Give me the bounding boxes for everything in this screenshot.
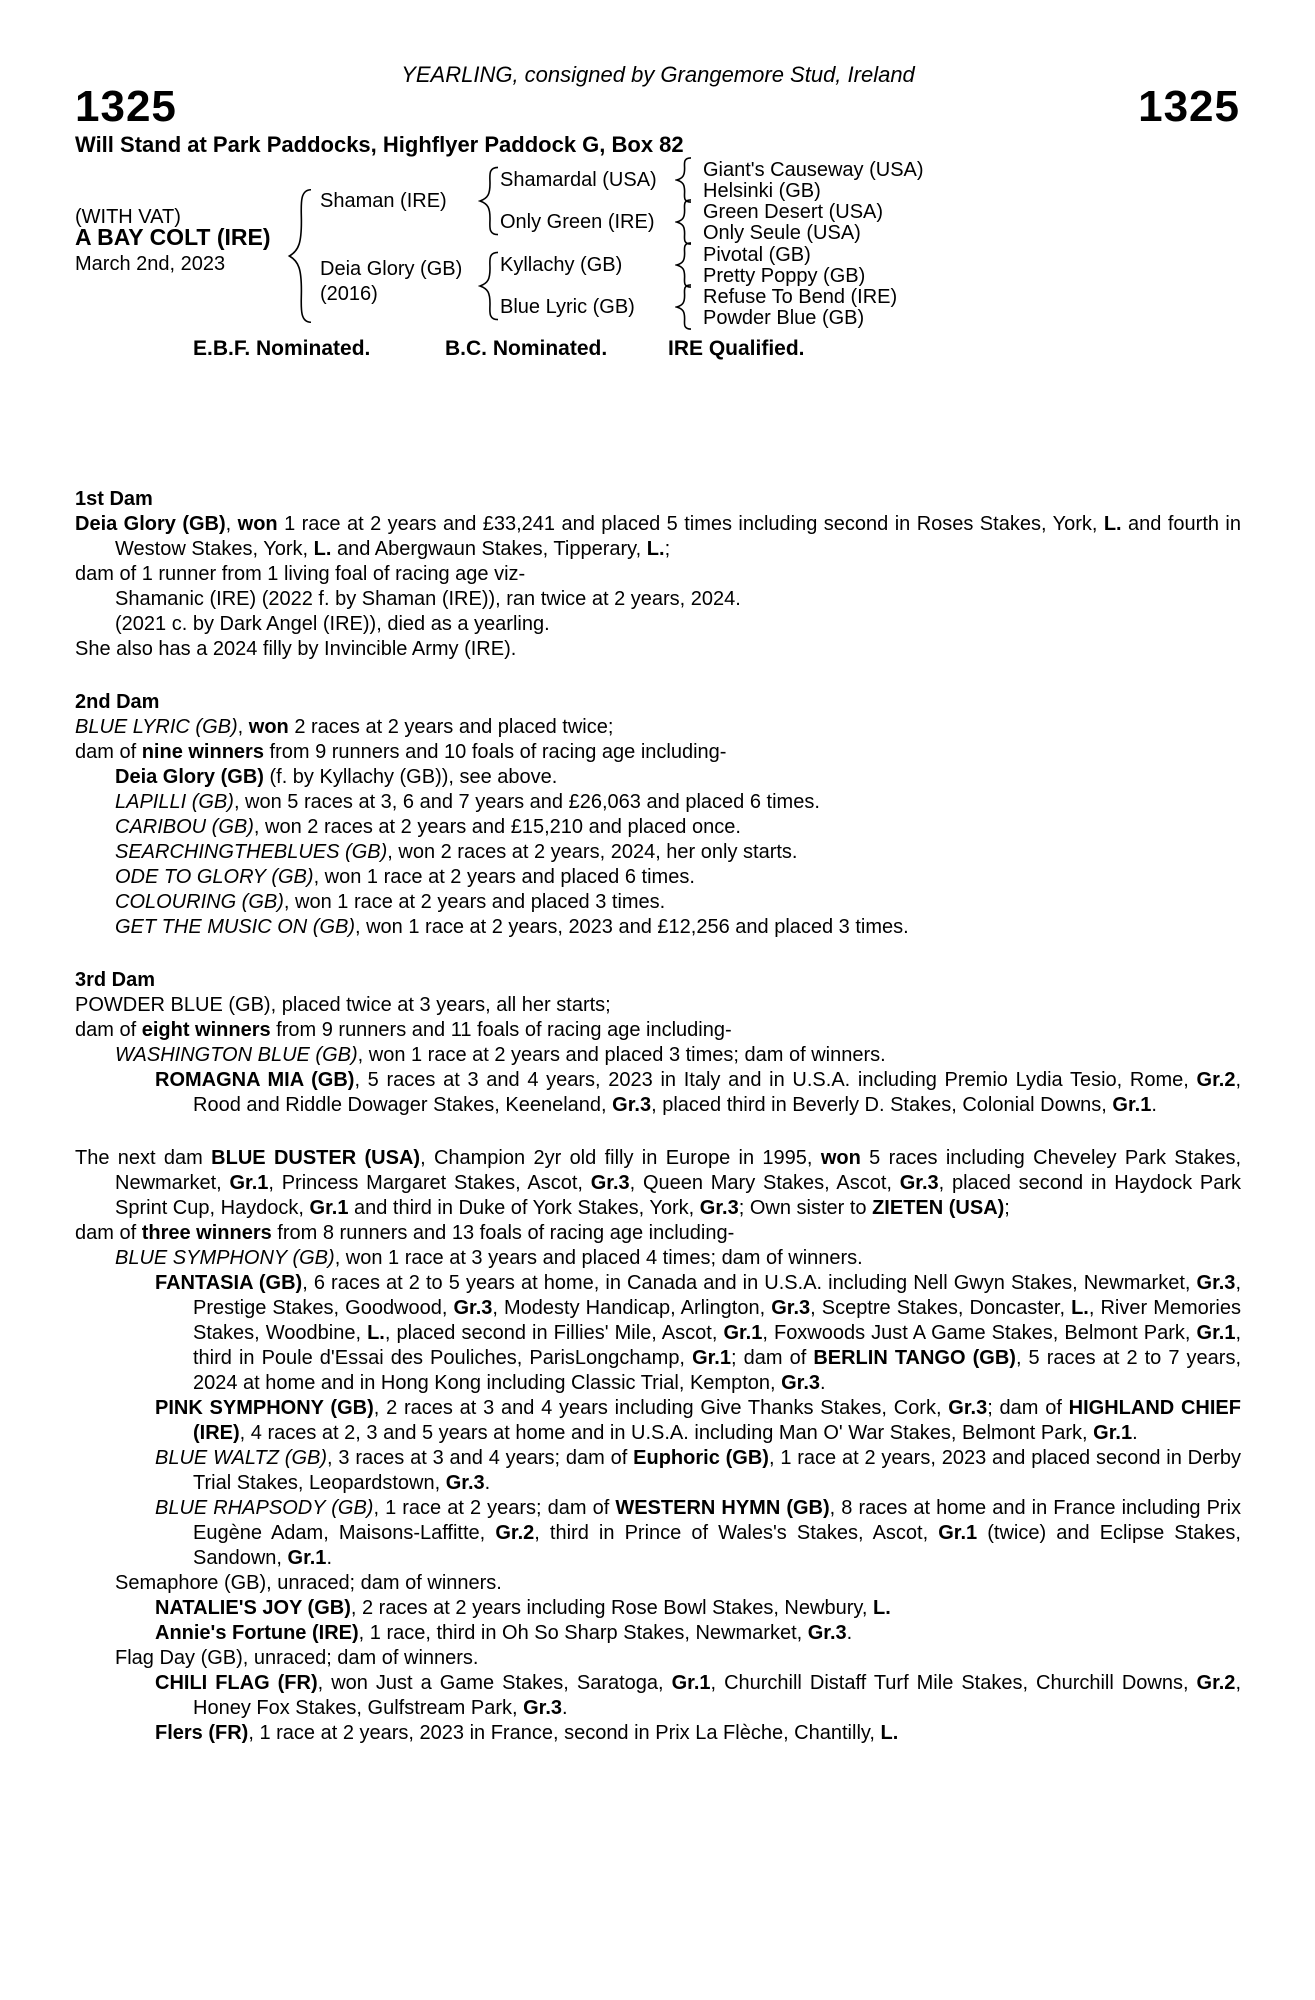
- plain-text: , third in Poule d'Essai des Pouliches, ParisLongchamp,: [193, 1322, 1242, 1369]
- italic-text: GET THE MUSIC ON (GB): [115, 916, 355, 938]
- catalogue-paragraph: [75, 1446, 1241, 1496]
- plain-text: , Modesty Handicap, Arlington,: [492, 1297, 772, 1319]
- gen4-name: Green Desert (USA): [703, 201, 884, 223]
- sire-name: Shaman (IRE): [320, 190, 447, 212]
- plain-text: , Princess Margaret Stakes, Ascot,: [268, 1172, 591, 1194]
- catalogue-paragraph: [75, 815, 1241, 840]
- plain-text: , won 1 race at 2 years and placed 3 times; dam of winners.: [357, 1044, 886, 1066]
- pedigree-brace: [675, 157, 691, 203]
- catalogue-body: [75, 487, 1241, 1774]
- catalogue-paragraph: [75, 1621, 1241, 1646]
- bold-text: Gr.3: [590, 1172, 630, 1194]
- plain-text: , Champion 2yr old filly in Europe in 1995,: [420, 1147, 821, 1169]
- plain-text: Semaphore (GB), unraced; dam of winners.: [115, 1572, 502, 1594]
- bold-text: Deia Glory (GB): [75, 513, 226, 535]
- catalogue-paragraph: [75, 512, 1241, 562]
- plain-text: , 1 race at 2 years, 2023 and placed second in Derby Trial Stakes, Leopardstown,: [193, 1447, 1241, 1494]
- plain-text: , won 1 race at 2 years and placed 6 times.: [313, 866, 695, 888]
- plain-text: , won 2 races at 2 years, 2024, her only starts.: [387, 841, 798, 863]
- bold-text: BERLIN TANGO (GB): [813, 1347, 1016, 1369]
- bold-text: Gr.3: [445, 1472, 485, 1494]
- italic-text: CARIBOU (GB): [115, 816, 254, 838]
- plain-text: .: [846, 1622, 853, 1644]
- bold-text: Gr.1: [692, 1347, 731, 1369]
- plain-text: Shamanic (IRE) (2022 f. by Shaman (IRE)), ran twice at 2 years, 2024.: [115, 588, 741, 610]
- plain-text: .: [326, 1547, 332, 1569]
- dam-section-heading: 2nd Dam: [75, 691, 160, 713]
- plain-text: 5 races including Cheveley Park Stakes, Newmarket,: [115, 1147, 1242, 1194]
- bold-text: Gr.2: [1196, 1069, 1236, 1091]
- plain-text: , River Memories Stakes, Woodbine,: [193, 1297, 1241, 1344]
- plain-text: (twice) and Eclipse Stakes, Sandown,: [193, 1522, 1241, 1569]
- pedigree-brace: [675, 242, 691, 288]
- plain-text: ; dam of: [987, 1397, 1069, 1419]
- bold-text: Euphoric (GB): [633, 1447, 769, 1469]
- dam-section-heading: 1st Dam: [75, 488, 153, 510]
- pedigree-brace: [478, 166, 498, 236]
- bold-text: Gr.2: [1196, 1672, 1236, 1694]
- subject-name: A BAY COLT (IRE): [75, 224, 271, 250]
- bold-text: L.: [367, 1322, 385, 1344]
- bold-text: Deia Glory (GB): [115, 766, 264, 788]
- gen4-name: Refuse To Bend (IRE): [703, 286, 898, 308]
- sire-dam-name: Only Green (IRE): [500, 211, 655, 233]
- plain-text: , placed third in Beverly D. Stakes, Colonial Downs,: [651, 1094, 1113, 1116]
- bold-text: Gr.1: [723, 1322, 763, 1344]
- gen4-name: Only Seule (USA): [703, 222, 861, 244]
- bold-text: three winners: [141, 1222, 272, 1244]
- catalogue-paragraph: [75, 1146, 1241, 1221]
- plain-text: , placed second in Fillies' Mile, Ascot,: [384, 1322, 724, 1344]
- plain-text: , Churchill Distaff Turf Mile Stakes, Churchill Downs,: [710, 1672, 1197, 1694]
- bold-text: Gr.1: [229, 1172, 269, 1194]
- dam-section-heading: 3rd Dam: [75, 969, 156, 991]
- bold-text: Gr.1: [309, 1197, 349, 1219]
- gen4-name: Pivotal (GB): [703, 244, 811, 266]
- plain-text: ,: [237, 716, 249, 738]
- sire-sire-name: Shamardal (USA): [500, 169, 657, 191]
- bold-text: nine winners: [141, 741, 264, 763]
- plain-text: , won 2 races at 2 years and £15,210 and placed once.: [253, 816, 741, 838]
- catalogue-paragraph: [75, 890, 1241, 915]
- italic-text: SEARCHINGTHEBLUES (GB): [115, 841, 388, 863]
- lot-number-left: 1325: [75, 82, 177, 131]
- dam-section: [75, 1146, 1241, 1746]
- italic-text: COLOURING (GB): [115, 891, 284, 913]
- catalogue-paragraph: [75, 1396, 1241, 1446]
- bold-text: Gr.3: [899, 1172, 939, 1194]
- catalogue-paragraph: [75, 740, 1241, 765]
- plain-text: ,: [225, 513, 238, 535]
- bold-text: L.: [313, 538, 332, 560]
- plain-text: dam of 1 runner from 1 living foal of racing age viz-: [75, 563, 526, 585]
- bold-text: Gr.3: [948, 1397, 988, 1419]
- bold-text: NATALIE'S JOY (GB): [155, 1597, 351, 1619]
- plain-text: , 4 races at 2, 3 and 5 years at home and in U.S.A. including Man O' War Stakes, Belmont Park,: [239, 1422, 1094, 1444]
- catalogue-paragraph: [75, 1271, 1241, 1396]
- plain-text: , Rood and Riddle Dowager Stakes, Keeneland,: [193, 1069, 1242, 1116]
- bc-nominated-label: B.C. Nominated.: [445, 337, 608, 360]
- bold-text: WESTERN HYMN (GB): [615, 1497, 830, 1519]
- catalogue-paragraph: [75, 1721, 1241, 1746]
- bold-text: Gr.3: [612, 1094, 652, 1116]
- plain-text: , 1 race, third in Oh So Sharp Stakes, Newmarket,: [358, 1622, 808, 1644]
- pedigree-brace: [675, 284, 691, 330]
- plain-text: Flag Day (GB), unraced; dam of winners.: [115, 1647, 479, 1669]
- plain-text: She also has a 2024 filly by Invincible Army (IRE).: [75, 638, 517, 660]
- catalogue-paragraph: [75, 915, 1241, 940]
- dam-section: [75, 690, 1241, 940]
- plain-text: (2021 c. by Dark Angel (IRE)), died as a yearling.: [115, 613, 550, 635]
- gen4-name: Helsinki (GB): [703, 180, 821, 202]
- italic-text: WASHINGTON BLUE (GB): [115, 1044, 358, 1066]
- bold-text: Gr.1: [287, 1547, 327, 1569]
- vat-note: (WITH VAT): [75, 206, 181, 228]
- plain-text: , won 1 race at 2 years and placed 3 times.: [283, 891, 666, 913]
- stand-location-line: Will Stand at Park Paddocks, Highflyer Paddock G, Box 82: [75, 132, 684, 157]
- dam-dam-name: Blue Lyric (GB): [500, 296, 635, 318]
- bold-text: Gr.1: [1112, 1094, 1152, 1116]
- bold-text: HIGHLAND CHIEF (IRE): [193, 1397, 1241, 1444]
- ebf-nominated-label: E.B.F. Nominated.: [193, 337, 371, 360]
- plain-text: , 8 races at home and in France including Prix Eugène Adam, Maisons-Laffitte,: [193, 1497, 1242, 1544]
- pedigree-brace: [675, 199, 691, 245]
- bold-text: Gr.1: [938, 1522, 978, 1544]
- bold-text: FANTASIA (GB): [155, 1272, 303, 1294]
- italic-text: BLUE WALTZ (GB): [155, 1447, 328, 1469]
- italic-text: BLUE LYRIC (GB): [75, 716, 238, 738]
- nominations-line: [75, 337, 1241, 363]
- bold-text: L.: [1103, 513, 1122, 535]
- plain-text: and third in Duke of York Stakes, York,: [348, 1197, 700, 1219]
- bold-text: Gr.3: [699, 1197, 739, 1219]
- dam-section: [75, 968, 1241, 1118]
- plain-text: ; dam of: [730, 1347, 814, 1369]
- italic-text: ODE TO GLORY (GB): [115, 866, 314, 888]
- bold-text: ROMAGNA MIA (GB): [155, 1069, 355, 1091]
- italic-text: BLUE RHAPSODY (GB): [155, 1497, 374, 1519]
- catalogue-paragraph: [75, 1646, 1241, 1671]
- pedigree-tree: [75, 155, 1241, 345]
- plain-text: ;: [1004, 1197, 1010, 1219]
- catalogue-paragraph: [75, 612, 1241, 637]
- pedigree-brace: [478, 251, 498, 321]
- plain-text: 1 race at 2 years and £33,241 and placed 5 times including second in Roses Stakes, York,: [277, 513, 1104, 535]
- plain-text: dam of: [75, 1019, 142, 1041]
- plain-text: , 1 race at 2 years, 2023 in France, second in Prix La Flèche, Chantilly,: [248, 1722, 881, 1744]
- plain-text: , 1 race at 2 years; dam of: [373, 1497, 616, 1519]
- bold-text: Gr.1: [671, 1672, 711, 1694]
- plain-text: .: [1132, 1422, 1138, 1444]
- bold-text: PINK SYMPHONY (GB): [155, 1397, 374, 1419]
- plain-text: , 2 races at 2 years including Rose Bowl Stakes, Newbury,: [350, 1597, 873, 1619]
- plain-text: , won 1 race at 2 years, 2023 and £12,256 and placed 3 times.: [355, 916, 909, 938]
- plain-text: , Honey Fox Stakes, Gulfstream Park,: [193, 1672, 1241, 1719]
- foaling-date: March 2nd, 2023: [75, 253, 226, 275]
- catalogue-paragraph: [75, 637, 1241, 662]
- catalogue-paragraph: [75, 993, 1241, 1018]
- gen4-name: Giant's Causeway (USA): [703, 159, 924, 181]
- bold-text: L.: [872, 1597, 891, 1619]
- dam-section: [75, 487, 1241, 662]
- plain-text: .: [484, 1472, 491, 1494]
- catalogue-paragraph: [75, 1496, 1241, 1571]
- plain-text: ; Own sister to: [738, 1197, 873, 1219]
- plain-text: The next dam: [75, 1147, 212, 1169]
- plain-text: , 3 races at 3 and 4 years; dam of: [327, 1447, 634, 1469]
- italic-text: LAPILLI (GB): [115, 791, 234, 813]
- bold-text: Gr.3: [771, 1297, 811, 1319]
- bold-text: Annie's Fortune (IRE): [155, 1622, 359, 1644]
- plain-text: , Queen Mary Stakes, Ascot,: [629, 1172, 900, 1194]
- bold-text: Gr.1: [1196, 1322, 1236, 1344]
- dam-year: (2016): [320, 283, 378, 305]
- bold-text: CHILI FLAG (FR): [155, 1672, 318, 1694]
- catalogue-paragraph: [75, 562, 1241, 587]
- plain-text: (f. by Kyllachy (GB)), see above.: [263, 766, 558, 788]
- bold-text: Gr.1: [1093, 1422, 1133, 1444]
- plain-text: , Prestige Stakes, Goodwood,: [193, 1272, 1241, 1319]
- bold-text: Gr.3: [781, 1372, 821, 1394]
- plain-text: , won 5 races at 3, 6 and 7 years and £26,063 and placed 6 times.: [233, 791, 820, 813]
- bold-text: Flers (FR): [155, 1722, 249, 1744]
- catalogue-paragraph: [75, 1571, 1241, 1596]
- bold-text: won: [248, 716, 289, 738]
- catalogue-paragraph: [75, 1043, 1241, 1068]
- bold-text: BLUE DUSTER (USA): [211, 1147, 421, 1169]
- bold-text: ZIETEN (USA): [872, 1197, 1005, 1219]
- catalogue-paragraph: [75, 840, 1241, 865]
- plain-text: , 5 races at 3 and 4 years, 2023 in Italy and in U.S.A. including Premio Lydia Tesio, Rome,: [354, 1069, 1197, 1091]
- plain-text: POWDER BLUE (GB), placed twice at 3 years, all her starts;: [75, 994, 611, 1016]
- bold-text: Gr.2: [495, 1522, 535, 1544]
- plain-text: dam of: [75, 1222, 142, 1244]
- plain-text: , 5 races at 2 to 7 years, 2024 at home and in Hong Kong including Classic Trial, Kempton,: [193, 1347, 1242, 1394]
- gen4-name: Powder Blue (GB): [703, 307, 865, 329]
- lot-number-right: 1325: [1138, 82, 1240, 131]
- italic-text: BLUE SYMPHONY (GB): [115, 1247, 335, 1269]
- plain-text: dam of: [75, 741, 142, 763]
- plain-text: , Sceptre Stakes, Doncaster,: [810, 1297, 1072, 1319]
- catalogue-paragraph: [75, 865, 1241, 890]
- catalogue-paragraph: [75, 587, 1241, 612]
- plain-text: , placed second in Haydock Park Sprint Cup, Haydock,: [115, 1172, 1241, 1219]
- dam-sire-name: Kyllachy (GB): [500, 254, 623, 276]
- bold-text: Gr.3: [523, 1697, 563, 1719]
- plain-text: and fourth in Westow Stakes, York,: [115, 513, 1241, 560]
- plain-text: , 6 races at 2 to 5 years at home, in Canada and in U.S.A. including Nell Gwyn Stakes, Newmarket,: [302, 1272, 1197, 1294]
- plain-text: , third in Prince of Wales's Stakes, Ascot,: [534, 1522, 939, 1544]
- plain-text: , won 1 race at 3 years and placed 4 times; dam of winners.: [334, 1247, 863, 1269]
- plain-text: .: [562, 1697, 568, 1719]
- catalogue-paragraph: [75, 1596, 1241, 1621]
- pedigree-brace: [287, 187, 311, 325]
- bold-text: Gr.3: [807, 1622, 847, 1644]
- catalogue-paragraph: [75, 765, 1241, 790]
- plain-text: from 9 runners and 11 foals of racing age including-: [270, 1019, 732, 1041]
- plain-text: and Abergwaun Stakes, Tipperary,: [331, 538, 647, 560]
- bold-text: L.: [646, 538, 665, 560]
- plain-text: , Foxwoods Just A Game Stakes, Belmont Park,: [762, 1322, 1197, 1344]
- catalogue-paragraph: [75, 1068, 1241, 1118]
- ire-qualified-label: IRE Qualified.: [668, 337, 805, 360]
- plain-text: , 2 races at 3 and 4 years including Give Thanks Stakes, Cork,: [373, 1397, 949, 1419]
- plain-text: .: [820, 1372, 826, 1394]
- plain-text: .: [1151, 1094, 1157, 1116]
- bold-text: L.: [880, 1722, 899, 1744]
- catalogue-paragraph: [75, 1221, 1241, 1246]
- catalogue-paragraph: [75, 1018, 1241, 1043]
- plain-text: from 8 runners and 13 foals of racing age including-: [271, 1222, 735, 1244]
- catalogue-paragraph: [75, 790, 1241, 815]
- bold-text: Gr.3: [1196, 1272, 1236, 1294]
- plain-text: from 9 runners and 10 foals of racing age including-: [263, 741, 727, 763]
- catalogue-paragraph: [75, 1246, 1241, 1271]
- bold-text: eight winners: [141, 1019, 271, 1041]
- consignor-line: YEARLING, consigned by Grangemore Stud, Ireland: [401, 62, 915, 87]
- gen4-name: Pretty Poppy (GB): [703, 265, 866, 287]
- bold-text: L.: [1071, 1297, 1089, 1319]
- catalogue-paragraph: [75, 1671, 1241, 1721]
- bold-text: Gr.3: [453, 1297, 493, 1319]
- dam-name: Deia Glory (GB): [320, 258, 463, 280]
- plain-text: ;: [664, 538, 671, 560]
- catalogue-paragraph: [75, 715, 1241, 740]
- plain-text: , won Just a Game Stakes, Saratoga,: [317, 1672, 672, 1694]
- bold-text: won: [820, 1147, 861, 1169]
- plain-text: 2 races at 2 years and placed twice;: [288, 716, 614, 738]
- bold-text: won: [237, 513, 278, 535]
